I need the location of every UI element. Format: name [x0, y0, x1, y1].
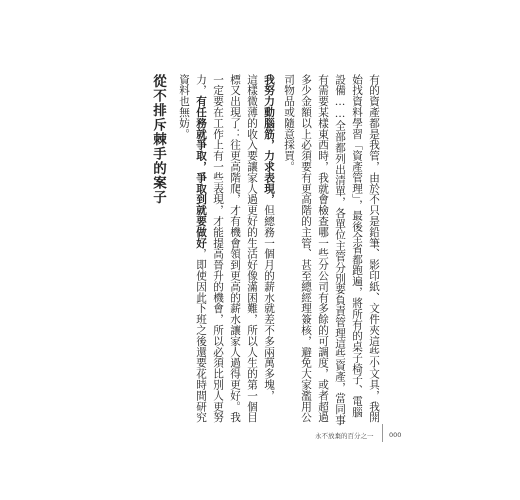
page-number: 000	[389, 431, 402, 439]
text-column: 標又出現了：往更高階爬，才有機會領到更高的薪水讓家人過得更好。我	[229, 74, 241, 423]
body-text: ，即使因此下班之後還要花時間研究	[195, 248, 207, 423]
body-text: 但總務一個月的薪水就差不多兩萬多塊，	[263, 204, 275, 402]
text-column: 設備……全部都列出清單，各單位主管分別要負責管理這些資產，當同事	[334, 74, 346, 426]
body-text: 力，	[195, 74, 207, 96]
text-column: 這樣微薄的收入要讓家人過更好的生活好像滿困難，所以人生的第一個目	[246, 74, 258, 423]
text-column: 資料也無妨。	[178, 74, 190, 140]
section-heading: 從不排斥棘手的案子	[150, 74, 166, 205]
text-column: 一定要在工作上有一些表現，才能提高晉升的機會，所以必須比別人更努	[212, 74, 224, 423]
text-column	[262, 74, 275, 401]
text-column	[194, 74, 207, 423]
footer-divider	[382, 424, 383, 442]
emphasis-text: 有任務就爭取，爭取到就要做好	[195, 95, 207, 249]
text-column: 有需要某樣東西時，我就會檢查哪一些分公司有多餘的可調度，或者超過	[317, 74, 329, 423]
text-column: 多少金額以上必須要有更高階的主管、甚至總經理簽核，避免大家濫用公	[300, 74, 312, 423]
text-column: 司物品或隨意採買。	[283, 74, 295, 173]
text-column: 有的資產都是我管，由於不只是鉛筆、影印紙、文件夾這些小文具，我開	[368, 74, 380, 423]
running-title: 永不放棄的百分之一	[315, 432, 374, 440]
emphasis-text: 我努力動腦筋，力求表現，	[263, 74, 275, 205]
text-column: 始找資料學習「資產管理」，最後全省都跑遍，將所有的桌子椅子、電腦	[351, 74, 363, 418]
